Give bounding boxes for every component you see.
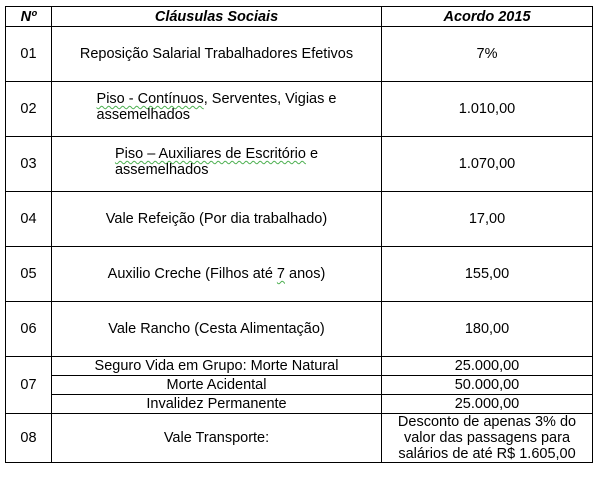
row-clause: Reposição Salarial Trabalhadores Efetivos bbox=[52, 27, 382, 82]
row-value: 17,00 bbox=[382, 192, 593, 247]
row-number: 05 bbox=[6, 247, 52, 302]
row-value: 50.000,00 bbox=[382, 376, 593, 395]
row-clause: Seguro Vida em Grupo: Morte Natural bbox=[52, 357, 382, 376]
value-line2: valor das passagens para bbox=[403, 430, 571, 446]
row-clause bbox=[52, 137, 382, 192]
clause-line1-rest: e bbox=[305, 146, 319, 162]
row-number: 07 bbox=[6, 357, 52, 414]
table-row bbox=[6, 395, 593, 414]
clause-line2: assemelhados bbox=[96, 107, 191, 123]
clause-part-a: Auxilio Creche (Filhos até bbox=[107, 266, 277, 282]
social-clauses-table bbox=[5, 6, 593, 463]
row-number: 01 bbox=[6, 27, 52, 82]
table-row bbox=[6, 192, 593, 247]
row-clause: Morte Acidental bbox=[52, 376, 382, 395]
clause-line1-highlight: Piso - Contínuos bbox=[96, 91, 204, 107]
clause-text bbox=[115, 146, 318, 178]
row-clause: Vale Refeição (Por dia trabalhado) bbox=[52, 192, 382, 247]
row-value: 25.000,00 bbox=[382, 357, 593, 376]
row-value bbox=[382, 414, 593, 463]
clause-line1 bbox=[115, 146, 318, 162]
row-clause: Invalidez Permanente bbox=[52, 395, 382, 414]
row-number: 02 bbox=[6, 82, 52, 137]
row-clause bbox=[52, 82, 382, 137]
row-number: 04 bbox=[6, 192, 52, 247]
table-row bbox=[6, 247, 593, 302]
row-value: 7% bbox=[382, 27, 593, 82]
value-line3: salários de até R$ 1.605,00 bbox=[398, 446, 576, 462]
row-value: 155,00 bbox=[382, 247, 593, 302]
row-number: 03 bbox=[6, 137, 52, 192]
table-row bbox=[6, 137, 593, 192]
clause-part-c: anos) bbox=[285, 266, 326, 282]
row-clause: Vale Transporte: bbox=[52, 414, 382, 463]
clause-line2: assemelhados bbox=[114, 162, 209, 178]
header-row bbox=[6, 7, 593, 27]
header-number: Nº bbox=[6, 7, 52, 27]
row-clause bbox=[52, 247, 382, 302]
row-clause: Vale Rancho (Cesta Alimentação) bbox=[52, 302, 382, 357]
clause-line1-rest: , Serventes, Vigias e bbox=[203, 91, 337, 107]
clause-line1-highlight: Piso – Auxiliares de Escritório bbox=[114, 146, 306, 162]
table-row bbox=[6, 82, 593, 137]
header-clause: Cláusulas Sociais bbox=[52, 7, 382, 27]
row-value: 180,00 bbox=[382, 302, 593, 357]
row-number: 08 bbox=[6, 414, 52, 463]
row-value: 1.010,00 bbox=[382, 82, 593, 137]
table-row bbox=[6, 357, 593, 376]
clause-line1 bbox=[97, 91, 337, 107]
row-value: 1.070,00 bbox=[382, 137, 593, 192]
table-row bbox=[6, 302, 593, 357]
row-number: 06 bbox=[6, 302, 52, 357]
header-agreement: Acordo 2015 bbox=[382, 7, 593, 27]
value-line1: Desconto de apenas 3% do bbox=[397, 414, 577, 430]
table-row bbox=[6, 376, 593, 395]
clause-text bbox=[97, 91, 337, 123]
table-row bbox=[6, 414, 593, 463]
clause-part-b: 7 bbox=[276, 266, 285, 282]
table-row bbox=[6, 27, 593, 82]
row-value: 25.000,00 bbox=[382, 395, 593, 414]
